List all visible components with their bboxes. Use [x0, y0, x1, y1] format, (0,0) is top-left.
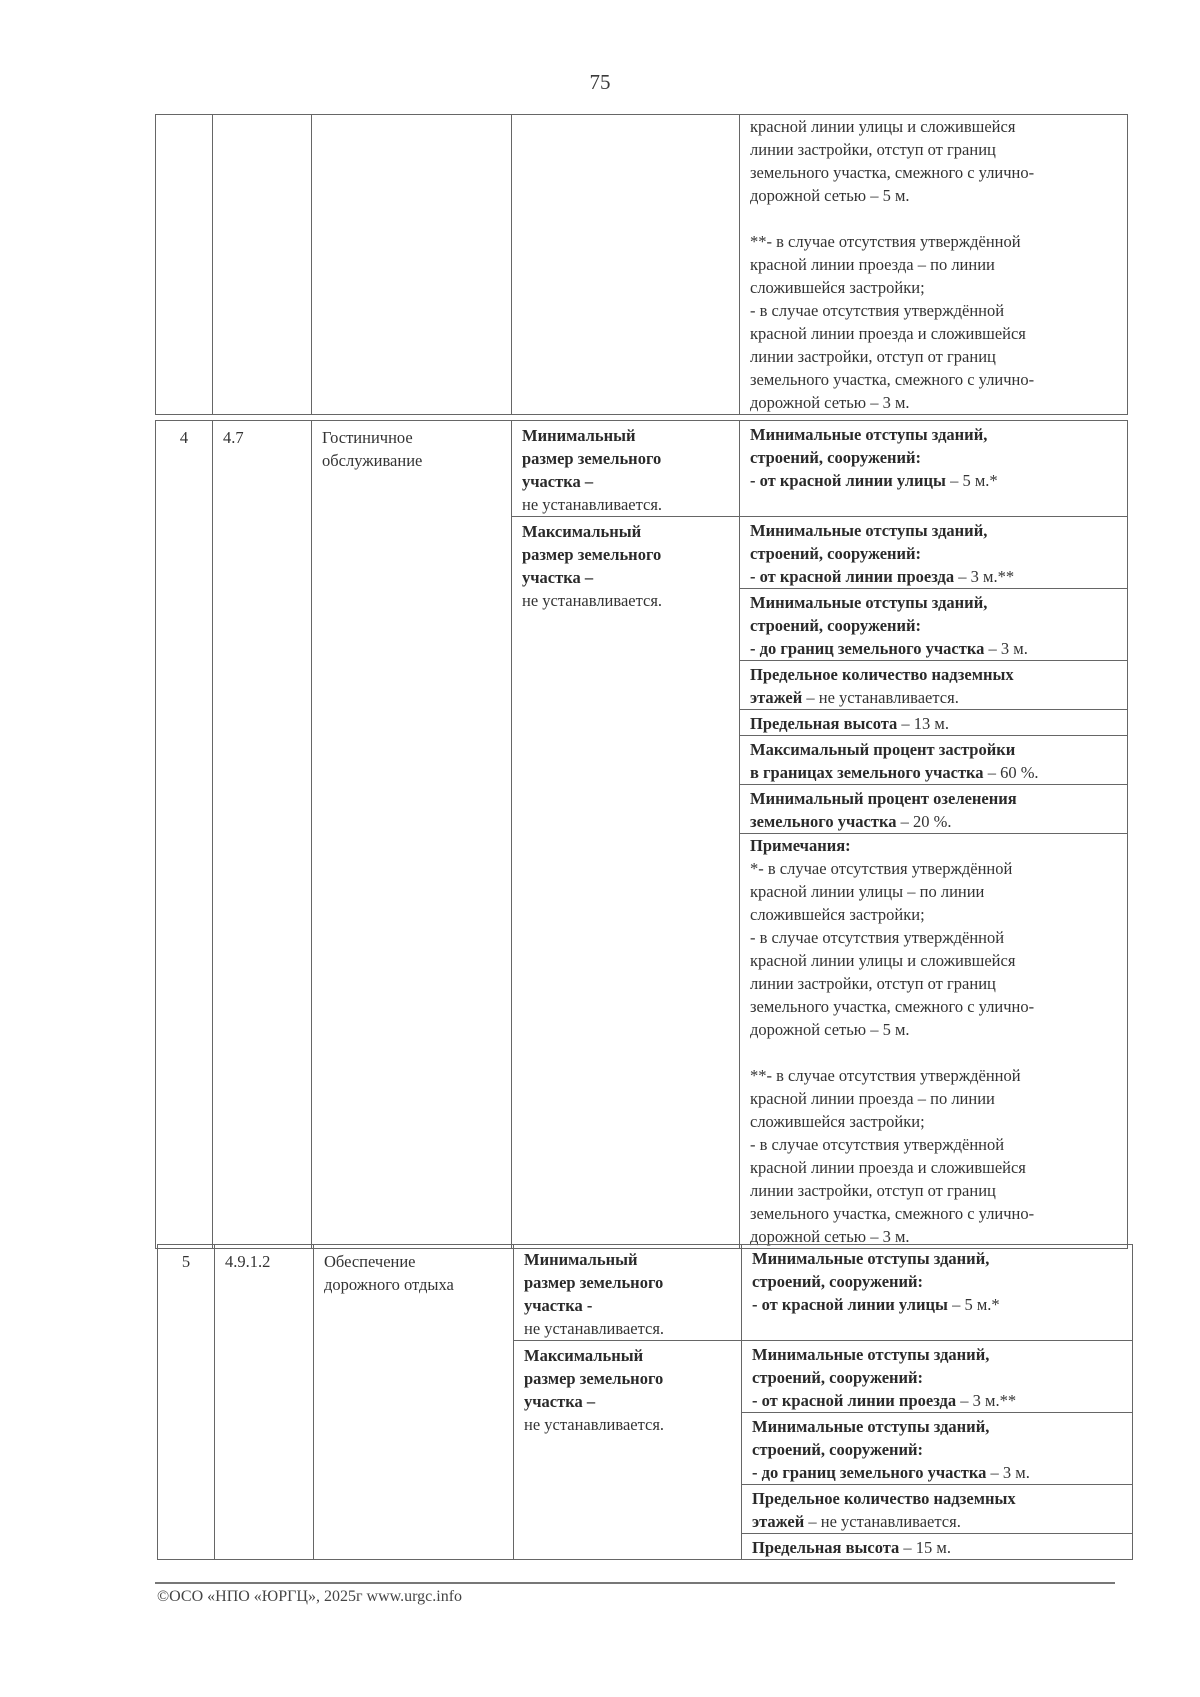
land-use-code: 4.9.1.2: [215, 1245, 314, 1560]
footer-divider: [155, 1582, 1115, 1584]
param-min-greening: Минимальный процент озеленения земельного участка – 20 %.: [740, 785, 1128, 834]
param-setback-boundary: Минимальные отступы зданий, строений, сооружений: - до границ земельного участка – 3 м.: [742, 1413, 1133, 1485]
row-number: 5: [158, 1245, 215, 1560]
param-max-coverage: Максимальный процент застройки в границах земельного участка – 60 %.: [740, 736, 1128, 785]
regulations-table-row-5: [157, 1244, 1133, 1560]
land-use-code: 4.7: [213, 421, 312, 1249]
cell-empty: [512, 115, 740, 415]
param-height: Предельная высота – 13 м.: [740, 710, 1128, 736]
cell-empty: [156, 115, 213, 415]
footer-copyright: ©ОСО «НПО «ЮРГЦ», 2025г www.urgc.info: [157, 1588, 463, 1605]
cell-empty: [312, 115, 512, 415]
param-setback-street: Минимальные отступы зданий, строений, сооружений: - от красной линии улицы – 5 м.*: [740, 421, 1128, 517]
param-height: Предельная высота – 15 м.: [742, 1534, 1133, 1560]
param-floors: Предельное количество надземных этажей – не устанавливается.: [740, 661, 1128, 710]
min-plot-size: Минимальный размер земельного участка - не устанавливается.: [514, 1245, 742, 1341]
param-setback-street: Минимальные отступы зданий, строений, сооружений: - от красной линии улицы – 5 м.*: [742, 1245, 1133, 1341]
page-number: 75: [589, 70, 611, 94]
max-plot-size: Максимальный размер земельного участка – не устанавливается.: [512, 517, 740, 1249]
param-setback-boundary: Минимальные отступы зданий, строений, сооружений: - до границ земельного участка – 3 м.: [740, 589, 1128, 661]
regulations-table-continuation: [155, 114, 1128, 415]
land-use-name: Гостиничное обслуживание: [312, 421, 512, 1249]
regulations-table-row-4: [155, 420, 1128, 1249]
cell-empty: [213, 115, 312, 415]
param-setback-driveway: Минимальные отступы зданий, строений, сооружений: - от красной линии проезда – 3 м.**: [740, 517, 1128, 589]
max-plot-size: Максимальный размер земельного участка – не устанавливается.: [514, 1341, 742, 1560]
param-setback-driveway: Минимальные отступы зданий, строений, сооружений: - от красной линии проезда – 3 м.**: [742, 1341, 1133, 1413]
continuation-note-cell: красной линии улицы и сложившейся линии застройки, отступ от границ земельного участка, смежного с улично- дорожной сетью – 5 м. **- в случае отсутствия утверждённой красной линии проезда – по линии сложившейся застройки; - в случае отсутствия утверждённой красной линии проезда и сложившейся линии застройки, отступ от границ земельного участка, смежного с улично- дорожной сетью – 3 м.: [740, 115, 1128, 415]
row-number: 4: [156, 421, 213, 1249]
min-plot-size: Минимальный размер земельного участка – не устанавливается.: [512, 421, 740, 517]
notes-cell: Примечания: *- в случае отсутствия утверждённой красной линии улицы – по линии сложившейся застройки; - в случае отсутствия утверждённой красной линии улицы и сложившейся линии застройки, отступ от границ земельного участка, смежного с улично- дорожной сетью – 5 м. **- в случае отсутствия утверждённой красной линии проезда – по линии сложившейся застройки; - в случае отсутствия утверждённой красной линии проезда и сложившейся линии застройки, отступ от границ земельного участка, смежного с улично- дорожной сетью – 3 м.: [740, 834, 1128, 1249]
param-floors: Предельное количество надземных этажей – не устанавливается.: [742, 1485, 1133, 1534]
land-use-name: Обеспечение дорожного отдыха: [314, 1245, 514, 1560]
